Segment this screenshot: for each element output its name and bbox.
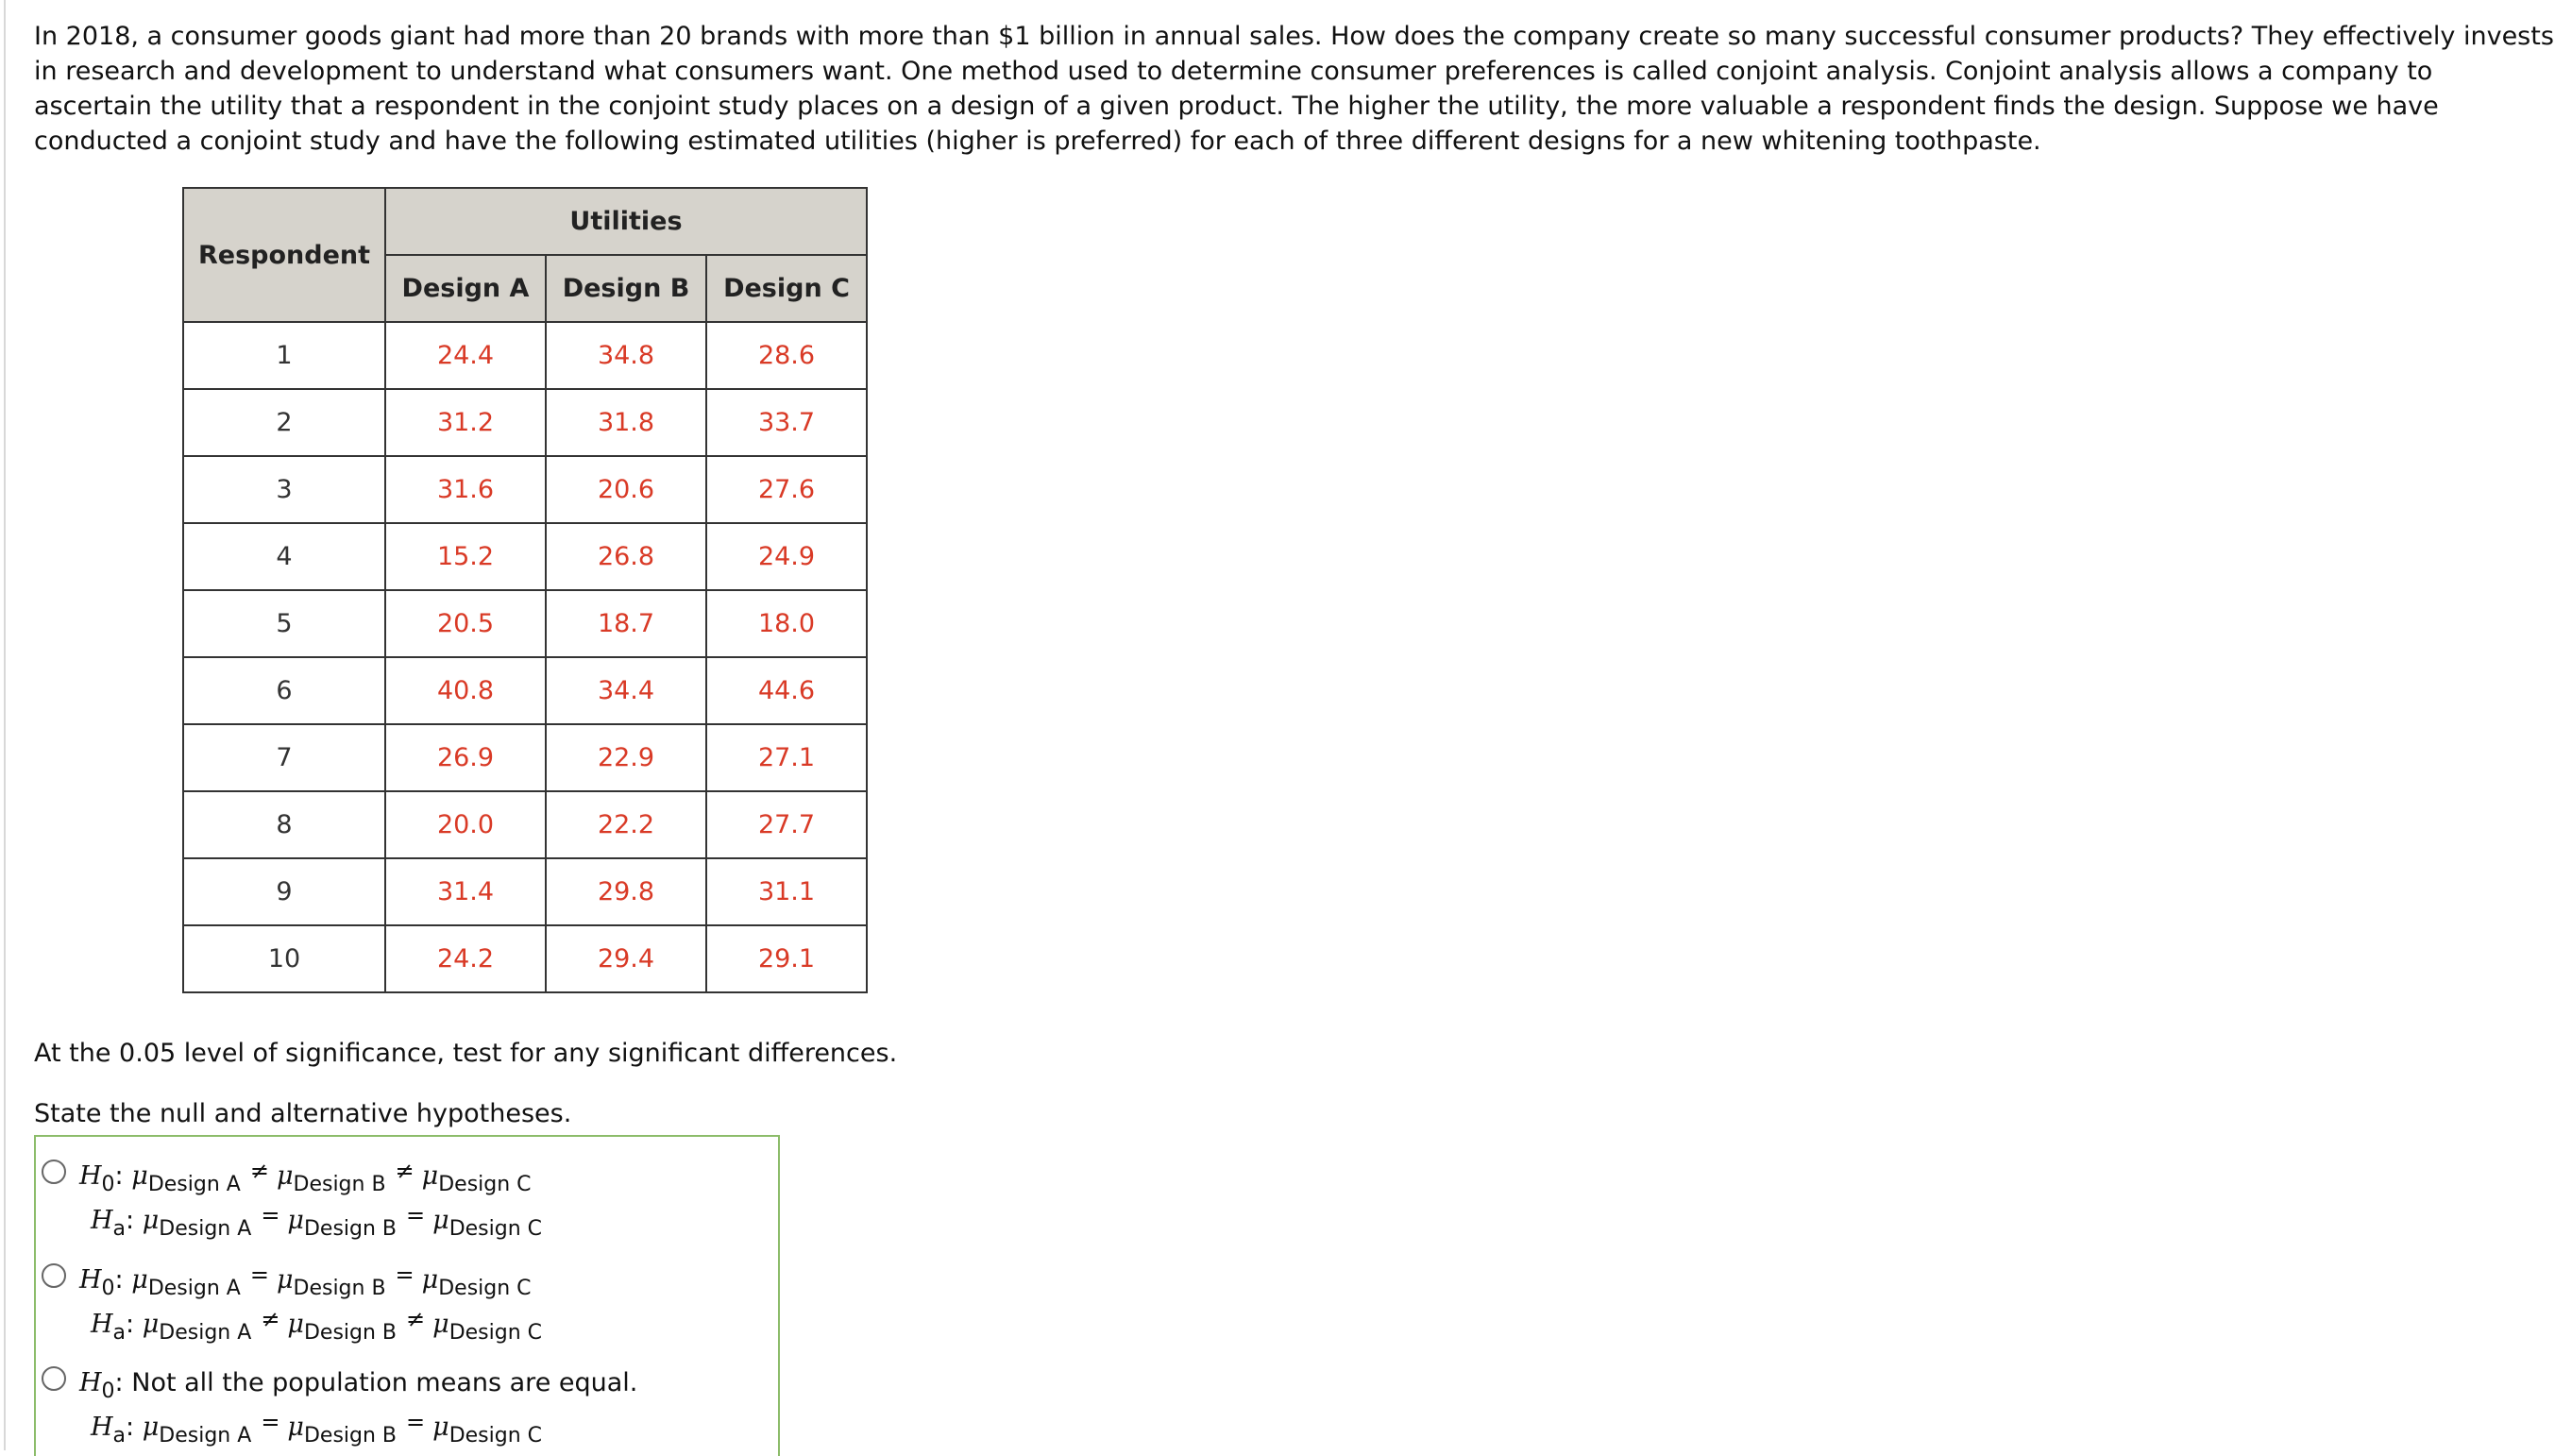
colon: :: [114, 1265, 124, 1295]
design-b-cell: 34.4: [546, 657, 706, 724]
significance-question: At the 0.05 level of significance, test for any significant differences.: [34, 1039, 898, 1068]
design-b-subscript: Design B: [303, 1424, 398, 1448]
design-a-subscript: Design A: [147, 1173, 241, 1196]
relation-symbol: ≠: [395, 1158, 415, 1184]
mu-symbol: μ: [142, 1206, 160, 1235]
table-row: [183, 858, 867, 925]
mu-symbol: μ: [432, 1413, 449, 1442]
relation-symbol: =: [406, 1202, 426, 1228]
page-left-border: [4, 0, 6, 1450]
design-c-cell: 44.6: [706, 657, 867, 724]
null-hypothesis: [79, 1158, 532, 1196]
design-a-cell: 24.4: [385, 322, 546, 389]
design-c-cell: 27.1: [706, 724, 867, 791]
relation-symbol: ≠: [261, 1306, 280, 1332]
null-subscript: 0: [101, 1380, 115, 1403]
h-symbol: H: [91, 1310, 113, 1339]
table-row: [183, 523, 867, 590]
h-symbol: H: [79, 1265, 102, 1295]
alt-subscript: a: [112, 1424, 127, 1448]
design-b-cell: 34.8: [546, 322, 706, 389]
alt-subscript: a: [112, 1217, 127, 1241]
null-hypothesis: [79, 1370, 637, 1402]
design-b-cell: 29.4: [546, 925, 706, 992]
design-b-cell: 20.6: [546, 456, 706, 523]
table-row: [183, 389, 867, 456]
relation-symbol: =: [406, 1409, 426, 1435]
mu-symbol: μ: [131, 1265, 148, 1295]
design-c-subscript: Design C: [438, 1173, 532, 1196]
mu-symbol: μ: [142, 1413, 160, 1442]
respondent-cell: 1: [183, 322, 385, 389]
table-row: [183, 791, 867, 858]
design-a-cell: 20.0: [385, 791, 546, 858]
design-a-header: Design A: [385, 255, 546, 322]
colon: :: [114, 1368, 124, 1397]
mu-symbol: μ: [432, 1206, 449, 1235]
table-row: [183, 590, 867, 657]
design-c-cell: 18.0: [706, 590, 867, 657]
design-b-cell: 18.7: [546, 590, 706, 657]
design-c-subscript: Design C: [448, 1321, 543, 1345]
design-a-cell: 24.2: [385, 925, 546, 992]
mu-symbol: μ: [432, 1310, 449, 1339]
radio-button[interactable]: [42, 1160, 66, 1184]
radio-button[interactable]: [42, 1366, 66, 1391]
design-a-cell: 31.4: [385, 858, 546, 925]
design-b-subscript: Design B: [303, 1217, 398, 1241]
respondent-cell: 6: [183, 657, 385, 724]
mu-symbol: μ: [276, 1161, 294, 1191]
design-c-subscript: Design C: [448, 1424, 543, 1448]
h-symbol: H: [79, 1161, 102, 1191]
respondent-cell: 2: [183, 389, 385, 456]
alternative-hypothesis: [91, 1306, 543, 1345]
h-symbol: H: [91, 1413, 113, 1442]
design-c-cell: 29.1: [706, 925, 867, 992]
respondent-cell: 5: [183, 590, 385, 657]
design-a-cell: 26.9: [385, 724, 546, 791]
design-a-subscript: Design A: [147, 1277, 241, 1300]
table-row: [183, 322, 867, 389]
table-row: [183, 657, 867, 724]
design-c-cell: 33.7: [706, 389, 867, 456]
colon: :: [114, 1161, 124, 1191]
mu-symbol: μ: [287, 1206, 304, 1235]
mu-symbol: μ: [142, 1310, 160, 1339]
null-hypothesis-text: Not all the population means are equal.: [131, 1368, 638, 1397]
h-symbol: H: [91, 1206, 113, 1235]
table-row: [183, 925, 867, 992]
design-c-cell: 27.7: [706, 791, 867, 858]
hypotheses-question: State the null and alternative hypotheses.: [34, 1099, 572, 1128]
design-b-cell: 26.8: [546, 523, 706, 590]
table-row: [183, 724, 867, 791]
design-b-header: Design B: [546, 255, 706, 322]
null-subscript: 0: [101, 1277, 115, 1300]
null-subscript: 0: [101, 1173, 115, 1196]
colon: :: [126, 1310, 135, 1339]
utilities-table: [182, 187, 868, 993]
colon: :: [126, 1206, 135, 1235]
design-a-cell: 20.5: [385, 590, 546, 657]
problem-intro-text: In 2018, a consumer goods giant had more than 20 brands with more than $1 billion in annual sales. How does the company create so many successful consumer products? They effectively invests in research and development to understand what consumers want. One method used to determine consumer preferences is called conjoint analysis. Conjoint analysis allows a company to ascertain the utility that a respondent in the conjoint study places on a design of a given product. The higher the utility, the more valuable a respondent finds the design. Suppose we have conducted a conjoint study and have the following estimated utilities (higher is preferred) for each of three different designs for a new whitening toothpaste.: [34, 22, 2554, 156]
mu-symbol: μ: [421, 1265, 439, 1295]
design-a-subscript: Design A: [159, 1424, 252, 1448]
alternative-hypothesis: [91, 1409, 543, 1448]
hypothesis-options-group: [34, 1135, 780, 1456]
design-c-cell: 24.9: [706, 523, 867, 590]
colon: :: [126, 1413, 135, 1442]
alt-subscript: a: [112, 1321, 127, 1345]
mu-symbol: μ: [421, 1161, 439, 1191]
respondent-cell: 4: [183, 523, 385, 590]
design-a-cell: 40.8: [385, 657, 546, 724]
design-a-cell: 31.6: [385, 456, 546, 523]
respondent-header: Respondent: [183, 188, 385, 322]
h-symbol: H: [79, 1368, 102, 1397]
alternative-hypothesis: [91, 1202, 543, 1241]
respondent-cell: 10: [183, 925, 385, 992]
relation-symbol: =: [261, 1202, 280, 1228]
design-b-subscript: Design B: [293, 1173, 386, 1196]
design-b-cell: 29.8: [546, 858, 706, 925]
design-a-cell: 31.2: [385, 389, 546, 456]
design-a-subscript: Design A: [159, 1217, 252, 1241]
design-a-subscript: Design A: [159, 1321, 252, 1345]
respondent-cell: 9: [183, 858, 385, 925]
design-c-cell: 28.6: [706, 322, 867, 389]
design-b-cell: 31.8: [546, 389, 706, 456]
respondent-cell: 3: [183, 456, 385, 523]
mu-symbol: μ: [276, 1265, 294, 1295]
respondent-cell: 7: [183, 724, 385, 791]
mu-symbol: μ: [287, 1413, 304, 1442]
relation-symbol: =: [395, 1261, 415, 1288]
relation-symbol: =: [249, 1261, 269, 1288]
design-c-header: Design C: [706, 255, 867, 322]
respondent-cell: 8: [183, 791, 385, 858]
null-hypothesis: [79, 1261, 532, 1300]
design-c-cell: 27.6: [706, 456, 867, 523]
design-c-subscript: Design C: [448, 1217, 543, 1241]
utilities-header: Utilities: [385, 188, 867, 255]
relation-symbol: =: [261, 1409, 280, 1435]
design-a-cell: 15.2: [385, 523, 546, 590]
design-c-subscript: Design C: [438, 1277, 532, 1300]
design-c-cell: 31.1: [706, 858, 867, 925]
radio-button[interactable]: [42, 1263, 66, 1288]
design-b-subscript: Design B: [293, 1277, 386, 1300]
relation-symbol: ≠: [406, 1306, 426, 1332]
design-b-subscript: Design B: [303, 1321, 398, 1345]
design-b-cell: 22.9: [546, 724, 706, 791]
table-row: [183, 456, 867, 523]
mu-symbol: μ: [287, 1310, 304, 1339]
design-b-cell: 22.2: [546, 791, 706, 858]
mu-symbol: μ: [131, 1161, 148, 1191]
relation-symbol: ≠: [249, 1158, 269, 1184]
